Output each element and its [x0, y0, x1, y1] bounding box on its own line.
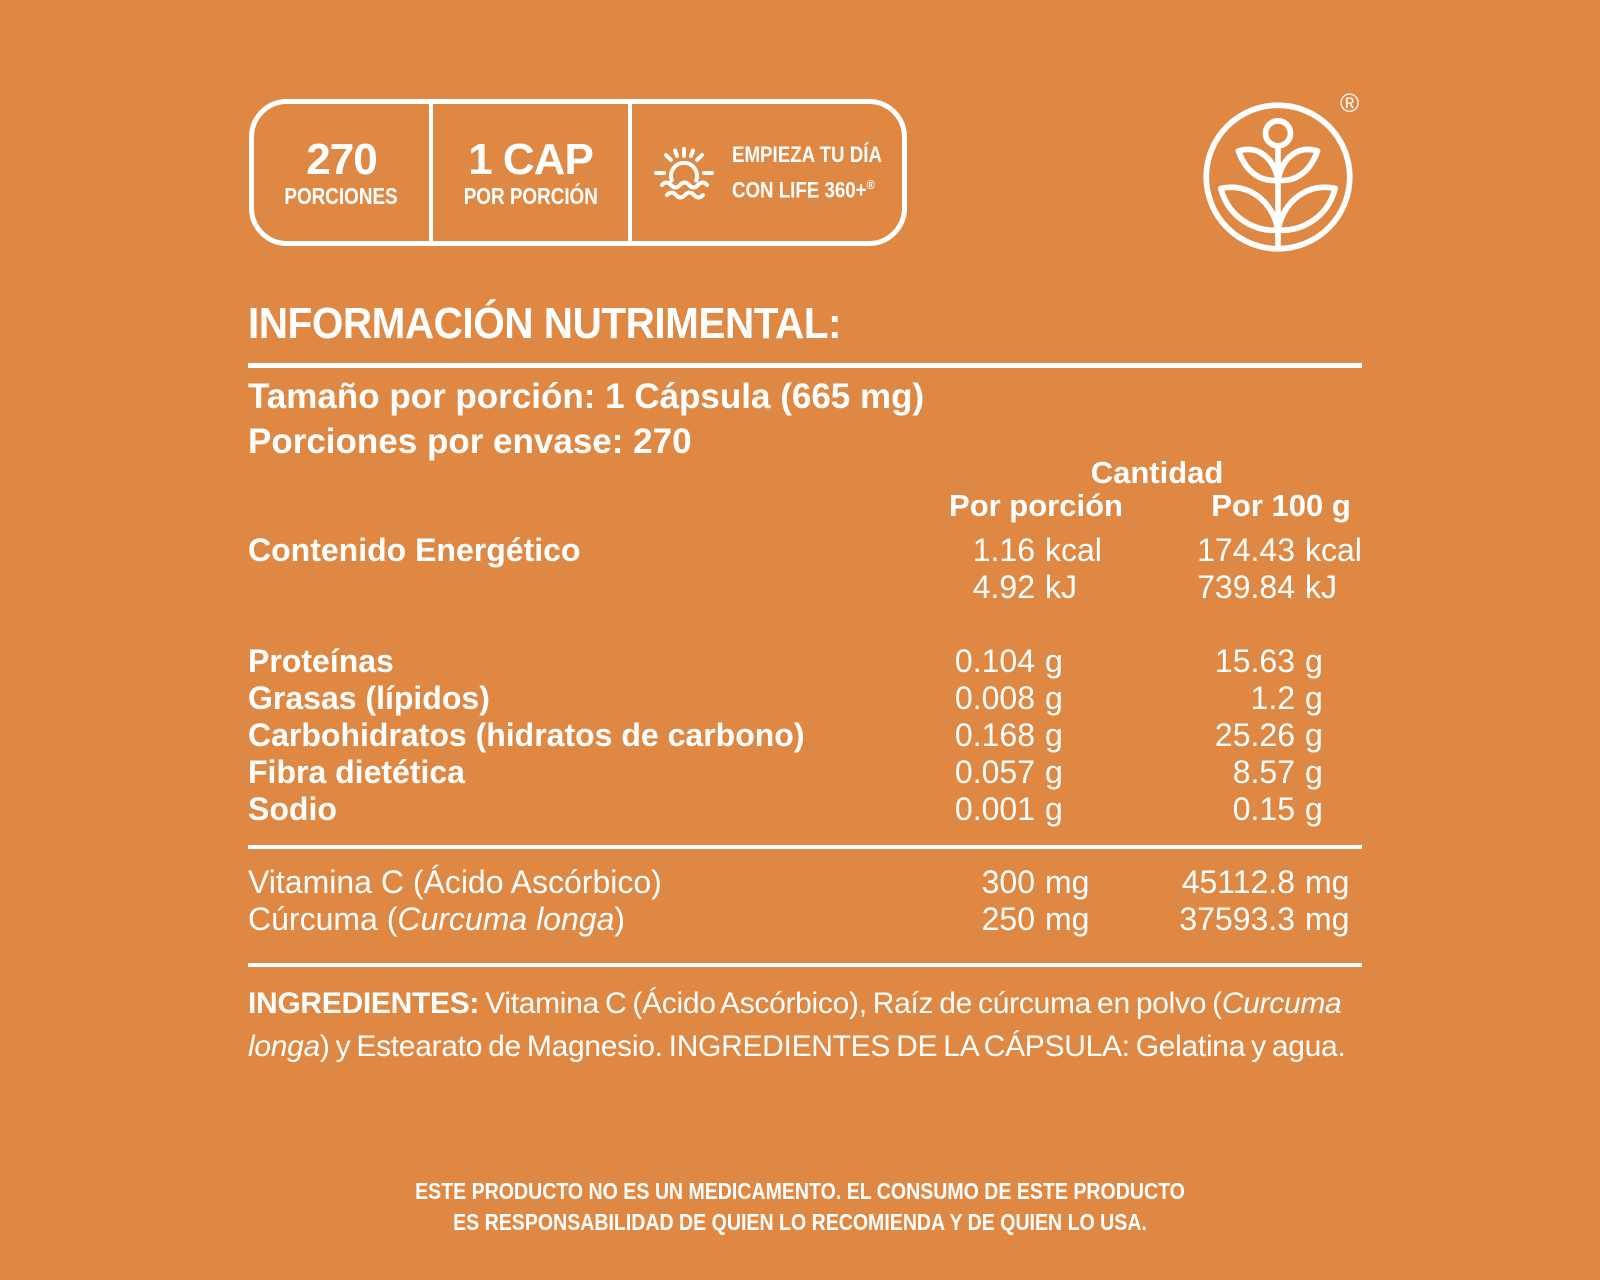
unit-per-100g: mg: [1305, 901, 1350, 937]
nutrient-label: [248, 569, 865, 606]
nutrient-label: Proteínas: [248, 643, 394, 679]
unit-per-100g: kJ: [1305, 569, 1337, 605]
active-label: Cúrcuma (Curcuma longa): [248, 901, 626, 937]
servings-count-cell: [254, 104, 429, 241]
table-gap: [248, 606, 1362, 643]
registered-mark: ®: [866, 176, 875, 192]
value-per-portion: 0.104: [954, 643, 1035, 679]
separator-line: [248, 845, 1362, 849]
value-per-100g: 8.57: [1232, 754, 1295, 790]
brand-logo: [1200, 90, 1370, 260]
nutrient-label: Carbohidratos (hidratos de carbono): [248, 717, 805, 753]
value-per-portion: 4.92: [972, 569, 1035, 605]
value-per-portion: 1.16: [972, 532, 1035, 568]
value-per-100g: 45112.8: [1181, 864, 1295, 900]
unit-per-portion: mg: [1045, 864, 1090, 900]
table-row: [248, 754, 1362, 791]
separator-line: [248, 963, 1362, 967]
value-per-portion: 300: [981, 864, 1035, 900]
nutrient-label: Grasas (lípidos): [248, 680, 490, 716]
unit-per-portion: g: [1045, 643, 1063, 679]
value-per-portion: 0.001: [954, 791, 1035, 827]
unit-per-100g: mg: [1305, 864, 1350, 900]
unit-per-portion: g: [1045, 717, 1063, 753]
unit-per-100g: g: [1305, 680, 1323, 716]
servings-count: 270: [306, 134, 377, 184]
table-row: [248, 717, 1362, 754]
dose-cell: [433, 104, 628, 241]
legal-disclaimer: [0, 1176, 1600, 1238]
unit-per-100g: g: [1305, 643, 1323, 679]
disclaimer-line2: ES RESPONSABILIDAD DE QUIEN LO RECOMIENDA Y DE QUIEN LO USA.: [453, 1209, 1147, 1235]
value-per-100g: 1.2: [1250, 680, 1295, 716]
tagline-line1: EMPIEZA TU DÍA: [732, 141, 882, 167]
dose-label: POR PORCIÓN: [463, 182, 598, 209]
table-row: [248, 643, 1362, 680]
active-label: Vitamina C (Ácido Ascórbico): [248, 864, 662, 900]
unit-per-portion: g: [1045, 791, 1063, 827]
value-per-portion: 250: [981, 901, 1035, 937]
value-per-100g: 0.15: [1232, 791, 1295, 827]
value-per-100g: 15.63: [1214, 643, 1295, 679]
disclaimer-line1: ESTE PRODUCTO NO ES UN MEDICAMENTO. EL CONSUMO DE ESTE PRODUCTO: [415, 1178, 1185, 1204]
tagline-cell: [652, 104, 902, 241]
actives-table: [248, 864, 1362, 938]
dose-value: 1 CAP: [468, 134, 593, 184]
unit-per-100g: g: [1305, 717, 1323, 753]
value-per-100g: 174.43: [1197, 532, 1295, 568]
value-per-portion: 0.008: [954, 680, 1035, 716]
page-title: INFORMACIÓN NUTRIMENTAL:: [248, 299, 842, 348]
unit-per-portion: g: [1045, 754, 1063, 790]
unit-per-100g: kcal: [1305, 532, 1362, 568]
table-row: [248, 791, 1362, 828]
column-header-per-100g: Por 100 g: [1211, 488, 1351, 523]
value-per-portion: 0.168: [954, 717, 1035, 753]
serving-size-line: Tamaño por porción: 1 Cápsula (665 mg): [248, 377, 925, 416]
value-per-100g: 25.26: [1214, 717, 1295, 753]
tagline: [732, 140, 882, 205]
tagline-line2: CON LIFE 360+®: [732, 176, 875, 203]
nutrient-label: Fibra dietética: [248, 754, 465, 790]
unit-per-100g: g: [1305, 791, 1323, 827]
unit-per-100g: g: [1305, 754, 1323, 790]
servings-count-label: PORCIONES: [284, 182, 399, 209]
table-row: [248, 532, 1362, 569]
table-row: [248, 864, 1362, 901]
separator-line: [248, 363, 1362, 368]
value-per-portion: 0.057: [954, 754, 1035, 790]
registered-mark: ®: [1340, 88, 1360, 118]
column-header-per-portion: Por porción: [949, 488, 1123, 523]
value-per-100g: 37593.3: [1179, 901, 1295, 937]
table-row: [248, 901, 1362, 938]
nutrient-label: Contenido Energético: [248, 532, 581, 568]
table-row: [248, 680, 1362, 717]
table-row: [248, 569, 1362, 606]
unit-per-portion: kJ: [1045, 569, 1077, 605]
unit-per-portion: kcal: [1045, 532, 1102, 568]
ingredients-paragraph: INGREDIENTES: Vitamina C (Ácido Ascórbico), Raíz de cúrcuma en polvo (Curcuma longa) y Estearato de Magnesio. INGREDIENTES DE LA CÁPSULA: Gelatina y agua.: [248, 987, 1346, 1063]
servings-per-container-line: Porciones por envase: 270: [248, 422, 692, 461]
serving-info: [248, 374, 924, 464]
nutrient-label: Sodio: [248, 791, 337, 827]
latin-name: Curcuma longa: [248, 987, 1342, 1063]
unit-per-portion: g: [1045, 680, 1063, 716]
ingredients-heading: INGREDIENTES:: [248, 987, 480, 1020]
badge-divider: [628, 99, 632, 246]
value-per-100g: 739.84: [1197, 569, 1295, 605]
sunrise-icon: [652, 145, 716, 201]
servings-badge: [249, 99, 907, 246]
nutrition-table: [248, 532, 1362, 828]
unit-per-portion: mg: [1045, 901, 1090, 937]
column-group-header: Cantidad: [1090, 455, 1224, 490]
